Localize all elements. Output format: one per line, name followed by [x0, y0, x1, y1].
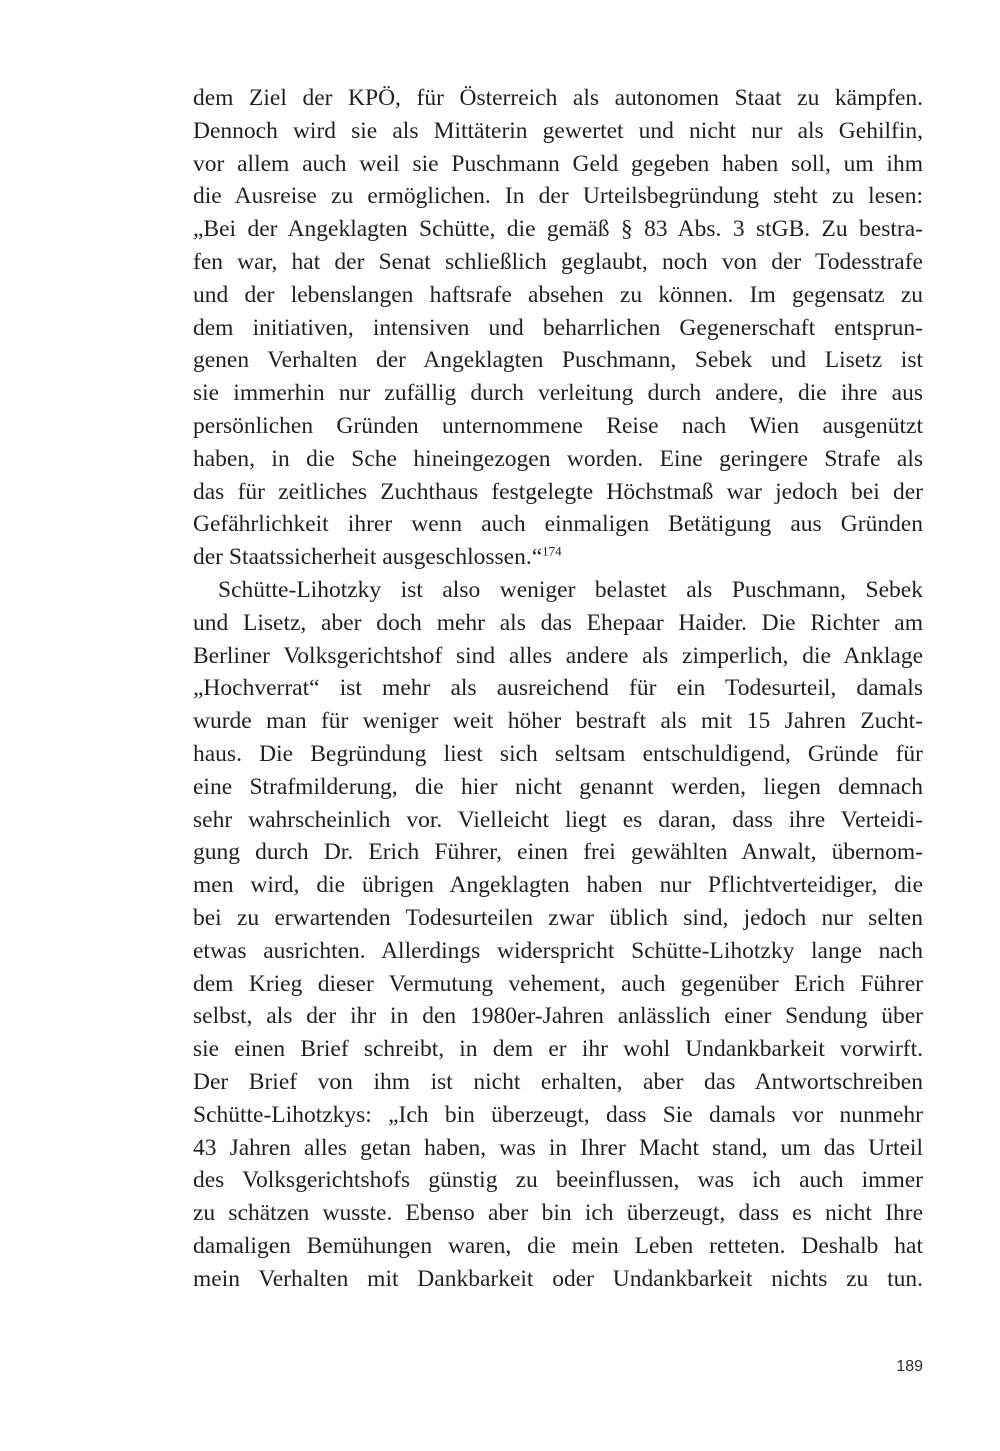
text-line: „Hochverrat“ ist mehr als ausreichend für ein Todesurteil, damals — [193, 675, 923, 702]
text-line: persönlichen Gründen unternommene Reise nach Wien ausgenützt — [193, 412, 923, 439]
text-line: damaligen Bemühungen waren, die mein Leben retteten. Deshalb hat — [193, 1232, 923, 1259]
text-line-indented: Schütte-Lihotzky ist also weniger belastet als Puschmann, Sebek — [218, 576, 923, 603]
body-text — [193, 82, 923, 1295]
text-line: vor allem auch weil sie Puschmann Geld gegeben haben soll, um ihm — [193, 150, 923, 177]
text-line: 43 Jahren alles getan haben, was in Ihrer Macht stand, um das Urteil — [193, 1134, 923, 1161]
text-line: Berliner Volksgerichtshof sind alles andere als zimperlich, die Anklage — [193, 642, 923, 669]
text-line: Gefährlichkeit ihrer wenn auch einmaligen Betätigung aus Gründen — [193, 511, 923, 538]
text-line: sie einen Brief schreibt, in dem er ihr wohl Undankbarkeit vorwirft. — [193, 1036, 923, 1063]
text-line: sehr wahrscheinlich vor. Vielleicht liegt es daran, dass ihre Verteidi- — [193, 806, 923, 833]
text-line-content: der Staatssicherheit ausgeschlossen.“ — [193, 544, 543, 571]
text-line: und Lisetz, aber doch mehr als das Ehepaar Haider. Die Richter am — [193, 609, 923, 636]
text-line: „Bei der Angeklagten Schütte, die gemäß § 83 Abs. 3 stGB. Zu bestra- — [193, 216, 923, 243]
text-line: eine Strafmilderung, die hier nicht genannt werden, liegen demnach — [193, 773, 923, 800]
text-line: dem initiativen, intensiven und beharrlichen Gegenerschaft entsprun- — [193, 314, 923, 341]
text-line: Der Brief von ihm ist nicht erhalten, aber das Antwortschreiben — [193, 1068, 923, 1095]
text-line: bei zu erwartenden Todesurteilen zwar üblich sind, jedoch nur selten — [193, 904, 923, 931]
text-line: die Ausreise zu ermöglichen. In der Urteilsbegründung steht zu lesen: — [193, 183, 923, 210]
text-line: etwas ausrichten. Allerdings widerspricht Schütte-Lihotzky lange nach — [193, 937, 923, 964]
text-line: fen war, hat der Senat schließlich geglaubt, noch von der Todesstrafe — [193, 248, 923, 275]
text-line: und der lebenslangen haftsrafe absehen zu können. Im gegensatz zu — [193, 281, 923, 308]
text-line: mein Verhalten mit Dankbarkeit oder Undankbarkeit nichts zu tun. — [193, 1265, 923, 1292]
footnote-reference[interactable]: 174 — [542, 543, 562, 559]
text-line: gung durch Dr. Erich Führer, einen frei gewählten Anwalt, übernom- — [193, 839, 923, 866]
paragraph-1 — [193, 82, 923, 574]
text-line: selbst, als der ihr in den 1980er-Jahren anlässlich einer Sendung über — [193, 1003, 923, 1030]
paragraph-2 — [193, 574, 923, 1296]
text-line: dem Krieg dieser Vermutung vehement, auch gegenüber Erich Führer — [193, 970, 923, 997]
text-line: des Volksgerichtshofs günstig zu beeinflussen, was ich auch immer — [193, 1167, 923, 1194]
text-line: Dennoch wird sie als Mittäterin gewertet und nicht nur als Gehilfin, — [193, 117, 923, 144]
text-line: haus. Die Begründung liest sich seltsam entschuldigend, Gründe für — [193, 740, 923, 767]
text-line-last — [193, 541, 923, 574]
text-line: wurde man für weniger weit höher bestraft als mit 15 Jahren Zucht- — [193, 708, 923, 735]
text-line: men wird, die übrigen Angeklagten haben nur Pflichtverteidiger, die — [193, 872, 923, 899]
text-line: genen Verhalten der Angeklagten Puschmann, Sebek und Lisetz ist — [193, 347, 923, 374]
text-line: das für zeitliches Zuchthaus festgelegte Höchstmaß war jedoch bei der — [193, 478, 923, 505]
text-line: dem Ziel der KPÖ, für Österreich als autonomen Staat zu kämpfen. — [193, 85, 923, 111]
text-line: zu schätzen wusste. Ebenso aber bin ich überzeugt, dass es nicht Ihre — [193, 1200, 923, 1227]
page-number: 189 — [896, 1358, 923, 1375]
text-line: haben, in die Sche hineingezogen worden. Eine geringere Strafe als — [193, 445, 923, 472]
text-line: sie immerhin nur zufällig durch verleitung durch andere, die ihre aus — [193, 380, 923, 407]
text-line: Schütte-Lihotzkys: „Ich bin überzeugt, dass Sie damals vor nunmehr — [193, 1101, 923, 1128]
